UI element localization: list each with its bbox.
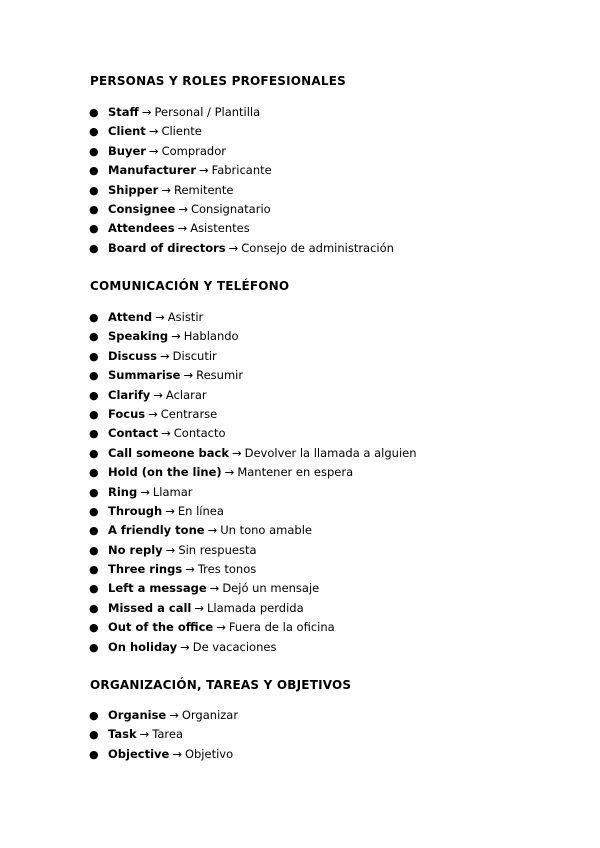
english-term: Summarise	[108, 368, 181, 383]
spanish-translation: Sin respuesta	[178, 542, 257, 557]
section-title-personas: PERSONAS Y ROLES PROFESIONALES	[90, 74, 346, 88]
vocab-entry	[108, 521, 312, 540]
bullet-icon: ●	[89, 106, 99, 119]
bullet-icon: ●	[89, 601, 99, 615]
vocab-entry	[108, 638, 276, 657]
spanish-translation: Mantener en espera	[237, 465, 354, 480]
bullet-icon: ●	[89, 563, 99, 577]
arrow-icon: →	[153, 387, 163, 402]
spanish-translation: Discutir	[172, 348, 217, 363]
vocab-entry	[108, 444, 417, 463]
bullet-icon: ●	[89, 543, 99, 557]
arrow-icon: →	[160, 348, 170, 363]
spanish-translation: En línea	[177, 503, 224, 518]
english-term: Buyer	[108, 143, 146, 158]
english-term: Manufacturer	[108, 163, 196, 178]
bullet-icon: ●	[89, 241, 99, 255]
english-term: Ring	[108, 484, 138, 499]
arrow-icon: →	[180, 639, 190, 654]
english-term: Focus	[108, 406, 146, 421]
spanish-translation: Devolver la llamada a alguien	[244, 445, 417, 460]
spanish-translation: Dejó un mensaje	[222, 581, 320, 596]
arrow-icon: →	[228, 240, 239, 255]
english-term: Call someone back	[108, 445, 229, 460]
arrow-icon: →	[141, 105, 152, 119]
spanish-translation: Centrarse	[160, 406, 218, 421]
spanish-translation: Llamar	[152, 484, 193, 499]
english-term: Clarify	[108, 387, 151, 402]
english-term: Organise	[108, 708, 167, 722]
spanish-translation: Aclarar	[165, 387, 207, 402]
spanish-translation: Asistentes	[190, 221, 250, 236]
bullet-icon: ●	[89, 621, 99, 635]
english-term: Contact	[108, 426, 159, 441]
arrow-icon: →	[178, 201, 188, 216]
english-term: Left a message	[108, 581, 207, 596]
english-term: Board of directors	[108, 240, 226, 255]
vocab-entry	[108, 181, 233, 200]
english-term: Attendees	[108, 221, 175, 236]
english-term: Client	[108, 124, 146, 139]
vocab-entry	[108, 502, 224, 521]
english-term: Objective	[108, 746, 170, 761]
vocab-entry	[108, 308, 203, 327]
spanish-translation: Resumir	[196, 368, 244, 383]
vocab-entry	[108, 386, 207, 405]
vocab-entry	[108, 142, 226, 161]
vocab-entry	[108, 599, 304, 618]
spanish-translation: Contacto	[173, 426, 226, 441]
arrow-icon: →	[199, 163, 209, 178]
vocab-entry	[108, 424, 226, 443]
arrow-icon: →	[209, 581, 220, 596]
vocab-entry	[108, 541, 257, 560]
english-term: Attend	[108, 310, 153, 324]
vocab-entry	[108, 579, 319, 598]
english-term: Shipper	[108, 182, 159, 197]
bullet-icon: ●	[89, 330, 99, 344]
arrow-icon: →	[194, 600, 204, 615]
arrow-icon: →	[177, 221, 188, 236]
arrow-icon: →	[224, 465, 235, 480]
spanish-translation: Un tono amable	[220, 523, 312, 538]
spanish-translation: Personal / Plantilla	[154, 105, 261, 119]
english-term: Missed a call	[108, 600, 192, 615]
arrow-icon: →	[161, 426, 171, 441]
bullet-icon: ●	[89, 369, 99, 383]
spanish-translation: Cliente	[161, 124, 202, 139]
arrow-icon: →	[148, 124, 159, 139]
vocab-entry	[108, 725, 183, 744]
bullet-icon: ●	[89, 407, 99, 421]
bullet-icon: ●	[89, 427, 99, 441]
arrow-icon: →	[207, 523, 218, 538]
vocab-entry	[108, 745, 233, 764]
spanish-translation: Consignatario	[190, 201, 271, 216]
vocab-entry	[108, 706, 238, 725]
arrow-icon: →	[148, 143, 159, 158]
bullet-icon: ●	[89, 388, 99, 402]
arrow-icon: →	[139, 727, 150, 742]
vocab-entry	[108, 463, 353, 482]
bullet-icon: ●	[89, 747, 99, 761]
spanish-translation: Fuera de la oficina	[228, 620, 335, 635]
arrow-icon: →	[155, 310, 165, 324]
bullet-icon: ●	[89, 446, 99, 460]
bullet-icon: ●	[89, 202, 99, 216]
english-term: Discuss	[108, 348, 158, 363]
spanish-translation: Consejo de administración	[241, 240, 394, 255]
bullet-icon: ●	[89, 504, 99, 518]
spanish-translation: Objetivo	[184, 746, 234, 761]
arrow-icon: →	[165, 503, 175, 518]
spanish-translation: Tarea	[152, 727, 184, 742]
bullet-icon: ●	[89, 466, 99, 480]
bullet-icon: ●	[89, 222, 99, 236]
english-term: Out of the office	[108, 620, 214, 635]
bullet-icon: ●	[89, 311, 99, 324]
section-title-organizacion: ORGANIZACIÓN, TAREAS Y OBJETIVOS	[90, 678, 352, 692]
bullet-icon: ●	[89, 582, 99, 596]
english-term: Three rings	[108, 562, 183, 577]
english-term: Task	[108, 727, 137, 742]
bullet-icon: ●	[89, 709, 99, 722]
bullet-icon: ●	[89, 728, 99, 742]
arrow-icon: →	[216, 620, 226, 635]
english-term: Hold (on the line)	[108, 465, 222, 480]
vocab-entry	[108, 366, 243, 385]
bullet-icon: ●	[89, 349, 99, 363]
bullet-icon: ●	[89, 125, 99, 139]
spanish-translation: Organizar	[181, 708, 239, 722]
spanish-translation: Llamada perdida	[206, 600, 304, 615]
vocab-entry	[108, 347, 217, 366]
bullet-icon: ●	[89, 183, 99, 197]
english-term: On holiday	[108, 639, 178, 654]
arrow-icon: →	[171, 329, 181, 344]
arrow-icon: →	[231, 445, 242, 460]
english-term: Consignee	[108, 201, 176, 216]
bullet-icon: ●	[89, 640, 99, 654]
arrow-icon: →	[185, 562, 195, 577]
bullet-icon: ●	[89, 524, 99, 538]
vocab-entry	[108, 560, 256, 579]
spanish-translation: Asistir	[167, 310, 204, 324]
vocab-entry	[108, 219, 250, 238]
spanish-translation: Hablando	[183, 329, 239, 344]
english-term: Staff	[108, 105, 139, 119]
arrow-icon: →	[172, 746, 182, 761]
vocab-entry	[108, 161, 272, 180]
arrow-icon: →	[165, 542, 176, 557]
vocab-entry	[108, 327, 239, 346]
spanish-translation: De vacaciones	[192, 639, 277, 654]
bullet-icon: ●	[89, 164, 99, 178]
vocab-entry	[108, 239, 394, 258]
vocab-entry	[108, 200, 271, 219]
vocab-entry	[108, 483, 193, 502]
vocab-entry	[108, 618, 335, 637]
english-term: No reply	[108, 542, 163, 557]
arrow-icon: →	[148, 406, 158, 421]
bullet-icon: ●	[89, 485, 99, 499]
english-term: Speaking	[108, 329, 169, 344]
arrow-icon: →	[161, 182, 171, 197]
arrow-icon: →	[183, 368, 194, 383]
spanish-translation: Comprador	[161, 143, 226, 158]
spanish-translation: Tres tonos	[197, 562, 257, 577]
spanish-translation: Remitente	[174, 182, 234, 197]
arrow-icon: →	[140, 484, 150, 499]
vocab-entry	[108, 122, 202, 141]
english-term: A friendly tone	[108, 523, 205, 538]
arrow-icon: →	[169, 708, 179, 722]
english-term: Through	[108, 503, 163, 518]
bullet-icon: ●	[89, 144, 99, 158]
spanish-translation: Fabricante	[211, 163, 272, 178]
section-title-comunicacion: COMUNICACIÓN Y TELÉFONO	[90, 279, 290, 293]
vocab-entry	[108, 103, 260, 122]
vocab-entry	[108, 405, 217, 424]
